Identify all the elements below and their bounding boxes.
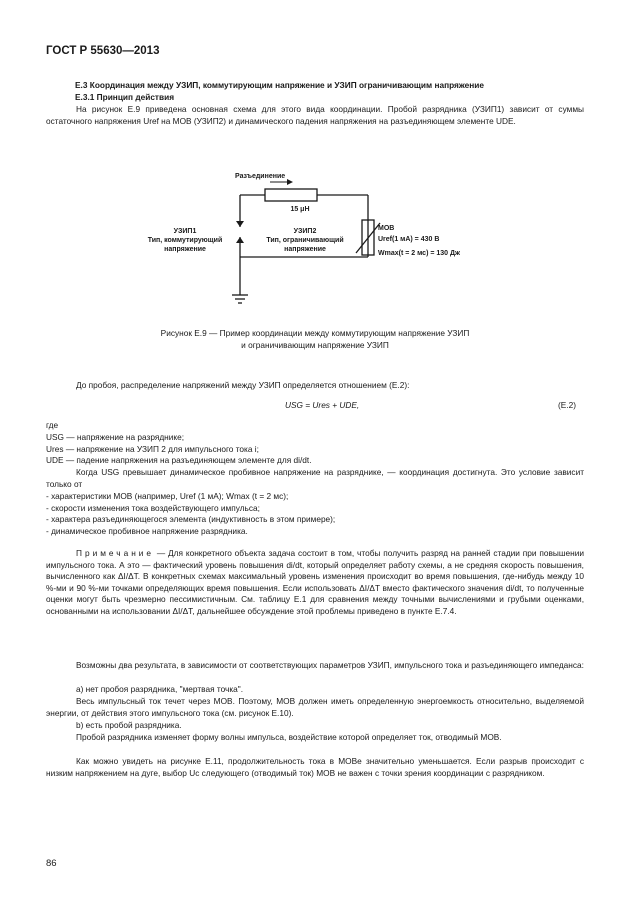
formula-number: (Е.2) [558, 400, 576, 410]
definition-item: Ures — напряжение на УЗИП 2 для импульсного тока i; [46, 443, 259, 454]
dependency-item: - характера разъединяющегося элемента (индуктивность в этом примере); [46, 514, 336, 525]
dependency-item: - характеристики МОВ (например, Uref (1 мА); Wmax (t = 2 мс); [46, 491, 289, 501]
intro-paragraph: На рисунок Е.9 приведена основная схема для этого вида координации. Пробой разрядника (УЗИП1) зависит от суммы остаточного напряжения Uref на МОВ (УЗИП2) и динамического падения напряжения на разъединяющем элементе UDE. [46, 104, 584, 126]
before-formula: До пробоя, распределение напряжений между УЗИП определяется отношением (Е.2): [76, 380, 410, 390]
spd1-desc-1: Тип, коммутирующий [147, 237, 223, 244]
mov-wmax: Wmax(t = 2 мс) = 130 Дж [378, 250, 460, 257]
where-label: где [46, 420, 59, 430]
label-decoupling: Разъединение [235, 173, 286, 180]
page-number: 86 [46, 858, 57, 869]
condition-paragraph: Когда USG превышает динамическое пробивное напряжение на разряднике, — координация достигнута. Это условие зависит только от [46, 467, 584, 489]
document-header: ГОСТ Р 55630—2013 [46, 45, 160, 57]
note-paragraph [46, 548, 584, 618]
case-b-text: Пробой разрядника изменяет форму волны импульса, воздействие которой определяет ток, отводимый МОВ. [76, 732, 502, 742]
dependency-item: - динамическое пробивное напряжение разрядника. [46, 525, 248, 536]
case-a-text: Весь импульсный ток течет через МОВ. Поэтому, МОВ должен иметь определенную энергоемкость относительно, выделяемой энергии, от действия этого импульсного тока (см. рисунок Е.10). [46, 696, 584, 718]
definition-item: UDE — падение напряжения на разъединяющем элементе для di/dt. [46, 455, 312, 466]
gap-arrow-down [236, 221, 244, 227]
mov-uref: Uref(1 мА) = 430 В [378, 236, 440, 243]
spd2-desc-2: напряжение [284, 246, 326, 253]
spd2-desc-1: Тип, ограничивающий [266, 237, 344, 244]
two-results-paragraph: Возможны два результата, в зависимости от соответствующих параметров УЗИП, импульсного тока и разъединяющего импеданса: [76, 660, 584, 670]
label-inductor: 15 μH [290, 206, 310, 213]
case-a-heading: а) нет пробоя разрядника, "мертвая точка". [76, 684, 244, 694]
spd1-name: УЗИП1 [173, 228, 197, 235]
definition-item: USG — напряжение на разряднике; [46, 432, 185, 442]
section-title: Е.3 Координация между УЗИП, коммутирующим напряжение и УЗИП ограничивающим напряжение [75, 80, 484, 90]
note-label: Примечание [76, 548, 155, 558]
inductor-symbol [265, 189, 317, 201]
note-text: — Для конкретного объекта задача состоит в том, чтобы получить разряд на ранней стадии при повышении импульсного тока. А это — фактический уровень повышения di/dt, который определяет работу схемы, а не средняя скорость повышения, вычисленного как ΔI/ΔT. В конкретных схемах максимальный уровень изменения происходит во время повышения, где-нибудь между 10 %-ми и 90 %-ми точками определяющих время повышения. Если использовать ΔI/ΔT вместо фактического значения di/dt, то полученные оценки могут быть чрезмерно пессимистичным. См. таблицу Е.1 для сравнения между точными вычислениями и грубыми оценками, основанными на использовании ΔI/ΔT, дальнейшее обсуждение этой проблемы приведено в пункте Е.7.4. [46, 548, 584, 616]
formula-e2: USG = Ures + UDE, [285, 400, 360, 410]
spd2-name: УЗИП2 [293, 228, 317, 235]
figure-caption-1: Рисунок Е.9 — Пример координации между коммутирующим напряжение УЗИП [160, 328, 470, 338]
dependencies-list [46, 491, 584, 537]
subsection-title: Е.3.1 Принцип действия [75, 92, 175, 102]
figure-caption-2: и ограничивающим напряжение УЗИП [241, 340, 389, 350]
final-paragraph: Как можно увидеть на рисунке Е.11, продолжительность тока в МОВе значительно уменьшается. Если разрыв происходит с низким напряжением на дуге, выбор Uc следующего (отводимый ток) МОВ не важен с точки зрения координации с разрядником. [46, 756, 584, 778]
spd1-desc-2: напряжение [164, 246, 206, 253]
mov-name: МОВ [378, 225, 395, 232]
definitions-list [46, 432, 584, 467]
dependency-item: - скорости изменения тока воздействующего импульса; [46, 502, 260, 513]
case-b-heading: b) есть пробой разрядника. [76, 720, 182, 730]
